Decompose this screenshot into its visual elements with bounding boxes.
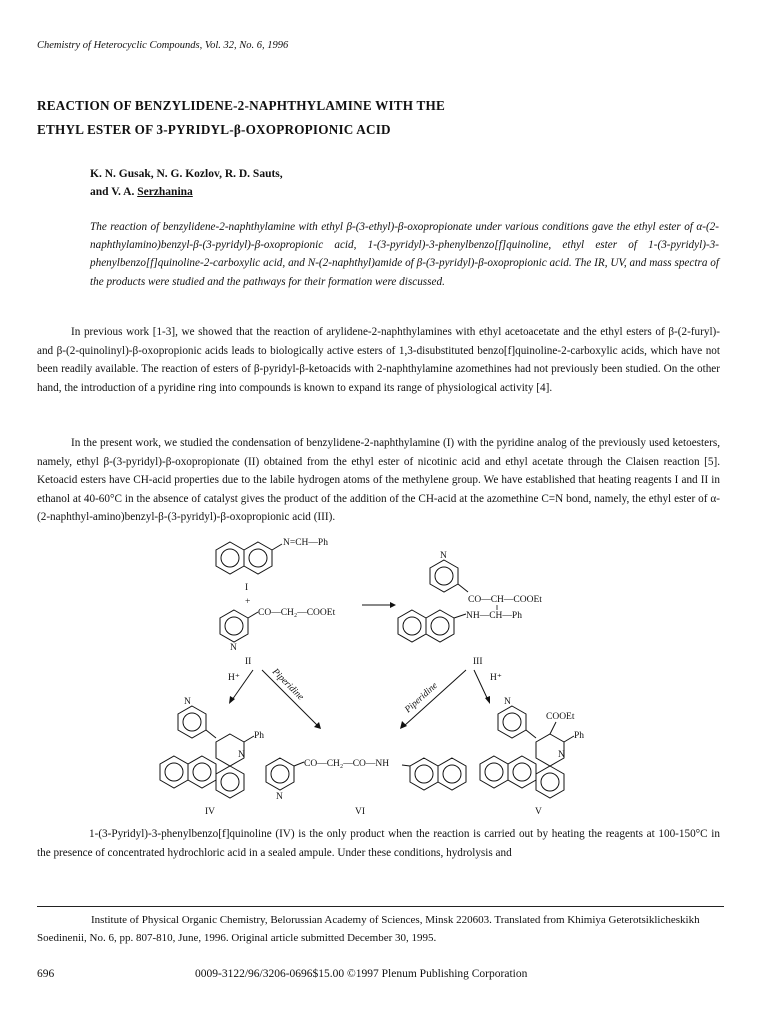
compound-II-pyridine (220, 610, 258, 642)
compound-V-ester: COOEt (546, 712, 575, 722)
authors (90, 165, 283, 201)
footnote-divider (37, 906, 724, 907)
authors-prefix: and V. A. (90, 186, 138, 198)
compound-IV-phenyl: Ph (254, 731, 265, 741)
plus-sign: + (245, 597, 251, 607)
arrow-right-down (474, 670, 490, 704)
page-number: 696 (37, 968, 55, 980)
paragraph-1-text: In previous work [1-3], we showed that the reaction of arylidene-2-naphthylamines with ethyl acetoacetate and the ethyl esters of β-(2-furyl)- and β-(2-quinolinyl)-β-oxopropionic acids leads to biologically active esters of 1,3-disubstituted benzo[f]quinoline-2-carboxylic acids, which have not been readily available. The reaction of esters of β-pyridyl-β-ketoacids with 2-naphthylamine azomethines had not previously been studied. On the other hand, the introduction of a pyridine ring into compounds is known to expand its range of physiological activity [4]. (37, 326, 720, 394)
compound-IV-pyridine-nitrogen: N (184, 697, 191, 707)
paragraph-2 (37, 434, 720, 527)
abstract (90, 218, 719, 291)
compound-V-quinoline-nitrogen: N (558, 750, 565, 760)
compound-II-nitrogen: N (230, 643, 237, 653)
compound-III-pyridine (430, 560, 468, 592)
author-serzhanina: Serzhanina (137, 186, 193, 198)
compound-III-naphthalene (398, 610, 466, 642)
compound-V-phenyl: Ph (574, 731, 585, 741)
compound-V-pyridine-nitrogen: N (504, 697, 511, 707)
compound-I-label: I (245, 583, 249, 593)
compound-VI-label: VI (355, 807, 366, 817)
paragraph-3-text: 1-(3-Pyridyl)-3-phenylbenzo[f]quinoline (IV) is the only product when the reaction is carried out by heating the reagents at 100-150°C in the presence of concentrated hydrochloric acid in a sealed ampule. Under these conditions, hydrolysis and (37, 828, 720, 859)
title-line-1: REACTION OF BENZYLIDENE-2-NAPHTHYLAMINE WITH THE (37, 98, 445, 113)
compound-V-label: V (535, 807, 542, 817)
paragraph-1 (37, 323, 720, 397)
paragraph-2-text: In the present work, we studied the condensation of benzylidene-2-naphthylamine (I) with the pyridine analog of the previously used ketoesters, namely, ethyl β-(3-pyridyl)-β-oxopropionate (II) obtained from the ethyl ester of nicotinic acid and ethyl acetate through the Claisen reaction [5]. Ketoacid esters have CH-acid properties due to the labile hydrogen atoms of the methylene group. We have established that heating reagents I and II in ethanol at 40-60°C in the absence of catalyst gives the product of the addition of the CH-acid at the azomethine C=N bond, namely, the ethyl ester of α-(2-naphthyl-amino)benzyl-β-(3-pyridyl)-β-oxopropionic acid (III). (37, 437, 720, 523)
footnote-text: Institute of Physical Organic Chemistry, Belorussian Academy of Sciences, Minsk 220603. Translated from Khimiya Geterotsiklicheskikh Soedinenii, No. 6, pp. 807-810, June, 1996. Original article submitted December 30, 1995. (37, 914, 700, 944)
footer-copyright: 0009-3122/96/3206-0696$15.00 ©1997 Plenum Publishing Corporation (195, 968, 528, 980)
compound-III-bottom-chain: NH—CH—Ph (466, 611, 522, 621)
authors-line-2 (90, 183, 283, 201)
article-title (37, 94, 727, 142)
arrow-piperidine-left (262, 670, 321, 729)
compound-I-substituent: N=CH—Ph (283, 538, 328, 548)
compound-VI-chain: CO—CH₂—CO—NH (304, 759, 390, 769)
compound-VI-nitrogen: N (276, 792, 283, 802)
compound-IV-quinoline-nitrogen: N (238, 750, 245, 760)
arrow-piperidine-right (400, 670, 466, 729)
compound-I-naphthalene (216, 542, 282, 574)
compound-II-label: II (245, 657, 252, 667)
journal-header: Chemistry of Heterocyclic Compounds, Vol. 32, No. 6, 1996 (37, 40, 289, 51)
h-plus-left: H⁺ (228, 673, 240, 683)
reaction-scheme (150, 530, 610, 820)
abstract-text: The reaction of benzylidene-2-naphthylamine with ethyl β-(3-ethyl)-β-oxopropionate under various conditions gave the ethyl ester of α-(2-naphthylamino)benzyl-β-(3-pyridyl)-β-oxopropionic acid, 1-(3-pyridyl)-3-phenylbenzo[f]quinoline, ethyl ester of 1-(3-pyridyl)-3-phenylbenzo[f]quinoline-2-carboxylic acid, and N-(2-naphthyl)amide of β-(3-pyridyl)-β-oxopropionic acid. The IR, UV, and mass spectra of the products were studied and the pathways for their formation were discussed. (90, 221, 719, 288)
footnote (37, 911, 725, 947)
compound-III-top-chain: CO—CH—COOEt (468, 595, 542, 605)
authors-line-1: K. N. Gusak, N. G. Kozlov, R. D. Sauts, (90, 168, 283, 180)
arrow-to-III (362, 602, 396, 608)
paragraph-3 (37, 825, 720, 862)
compound-III-nitrogen: N (440, 551, 447, 561)
compound-III-label: III (473, 657, 483, 667)
title-line-2: ETHYL ESTER OF 3-PYRIDYL-β-OXOPROPIONIC ACID (37, 122, 391, 137)
compound-IV-label: IV (205, 807, 216, 817)
piperidine-right-label: Piperidine (403, 680, 440, 716)
compound-II-substituent: CO—CH₂—COOEt (258, 608, 336, 618)
piperidine-left-label: Piperidine (269, 667, 306, 703)
h-plus-right: H⁺ (490, 673, 502, 683)
